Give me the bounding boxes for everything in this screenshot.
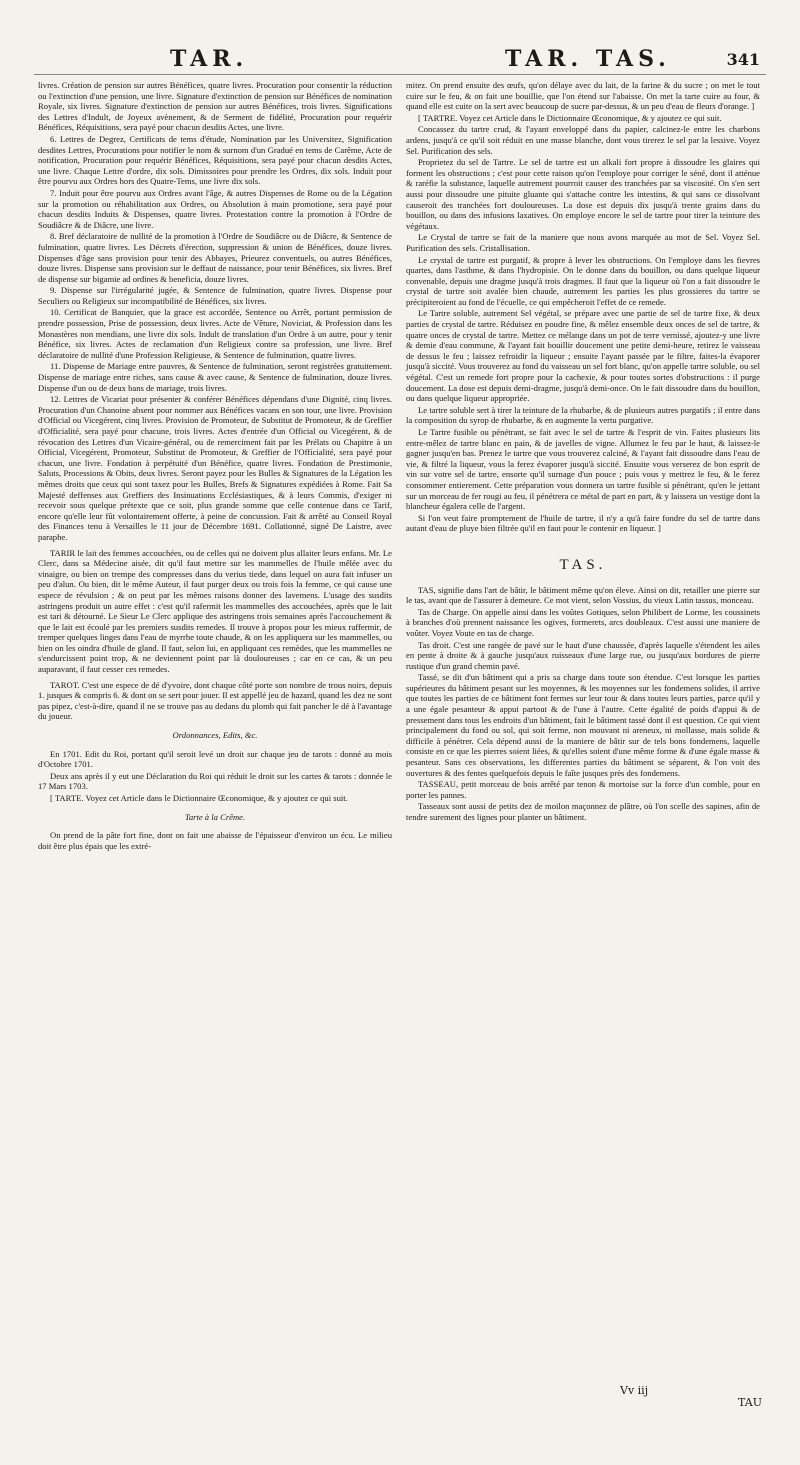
left-column (38, 80, 392, 852)
paragraph: Tassé, se dit d'un bâtiment qui a pris sa charge dans toute son étendue. C'est lorsque les parties supérieures du bâtiment pesant sur les moyennes, & les moyennes sur les fondemens solides, il arrive que toutes les parties de ce bâtiment font fermes sur leur tour & dans toutes leurs parties, parce qu'il y a une égale pesanteur & appui partout & de l'une à l'autre. Cette égalité de poids d'appui & de pressement dans tous les endroits d'un bâtiment, fait le bâtiment tassé dont il est question. Ce qui vient principalement du fond ou sol, qui soit ferme, non mouvant ni areneux, ni mollasse, mais solide & difficile à pénétrer. Cela dépend aussi de la maniere de bâtir sur de tels bons fondemens, laquelle consiste en ce que les pierres soient liées, & qu'elles soient d'une même forme & d'une égale masse & pesanteur. Sans ces observations, les differentes parties du bâtiment se séparent, & l'on voit des ouvertures & des fentes quelquefois depuis le faîte jusques près des fondemens. (406, 672, 760, 778)
tas-heading: TAS. (559, 556, 607, 573)
paragraph: Le Crystal de tartre se fait de la maniere que nous avons marquée au mot de Sel. Voyez Sel. Purification des sels. Cristallisation. (406, 232, 760, 253)
paragraph: 8. Bref déclaratoire de nullité de la promotion à l'Ordre de Soudiâcre ou de Diâcre, & Sentence de fulmination, quatre livres. Les Décrets d'érection, suppression & union de Bénéfices, douze livres. Dispenses d'âge sans provision pour tenir des Abbayes, Prieurez conventuels, ou autres Bénéfices, douze livres. Dispense sans provision sur le deffaut de naissance, pour tenir Bénéfices, six livres. Bref de dispense sur bigamie ad ordines & beneficia, douze livres. (38, 231, 392, 284)
paragraph: Deux ans après il y eut une Déclaration du Roi qui réduit le droit sur les cartes & tarots : donnée le 17 Mars 1703. (38, 770, 392, 792)
paragraph: 12. Lettres de Vicariat pour présenter & conférer Bénéfices dépendans d'une Dignité, cinq livres. Procuration d'un Chanoine absent pour nommer aux Bénéfices vacans en son tour, une livre. Provision d'Official ou Vicegérent, cinq livres. Provision de Promoteur, de Substitut de Promoteur, & de Greffier d'Officialité, sera payé pour chacune, trois livres. Actes d'entrée d'un Official ou Vicegérent, & de révocation des Lettres d'un Vicaire-général, ou de remerciment fait par les Prélats ou Chapitre à un Official, Vicegérent, Promoteur, Substitut de Promoteur, & Greffier de l'Officialité, sera payé pour chacun, une livre. Fondation à perpétuité d'un Bénéfice, quatre livres. Fondation de Prestimonie, Saluts, Processions & Obits, deux livres. Seront payez pour les Bulles & Signatures de la Légation les mêmes droits que ceux qui sont taxez pour les Bulles, Brefs & Signatures expédiées à Rome. Fait Sa Majesté deffenses aux Greffiers des Insinuations Ecclésiastiques, & à leurs Commis, d'exiger ni recevoir sous quelque prétexte que ce soit, plus grande somme que celle contenue dans ce Tarif, encore qu'elle leur fût volontairement offerte, à peine de concussion. Fait & arrêté au Conseil Royal des Finances tenu à Versailles le 11 jour de Décembre 1691. Collationné, signé De Laistre, avec paraphe. (38, 394, 392, 542)
paragraph: 9. Dispense sur l'irrégularité jugée, & Sentence de fulmination, quatre livres. Dispense pour Seculiers ou Religieux sur incompatibilité de Bénéfices, six livres. (38, 285, 392, 306)
right-column (406, 80, 760, 824)
paragraph: TASSEAU, petit morceau de bois arrêté par tenon & mortoise sur la force d'un comble, pour en porter les pannes. (406, 779, 760, 800)
paragraph: Tas de Charge. On appelle ainsi dans les voûtes Gotiques, selon Philibert de Lorme, les coussinets à branches d'où prennent naissance les ogives, formerets, arcs doubleaux. C'est aussi une maniere de voûter. Voyez Voute en tas de charge. (406, 606, 760, 638)
page-number: 341 (726, 50, 760, 69)
paragraph: Proprietez du sel de Tartre. Le sel de tartre est un alkali fort propre à dissoudre les glaires qui forment les obstructions ; c'est pour cette raison qu'on l'employe pour corriger le séné, dont il atténue & raréfie la substance, laquelle autrement pourroit causer des tranchées par sa viscosité. On s'en sert aussi pour dissoudre une pituite gluante qui s'attache contre les intestins, & qui sans ce dissolvant causeroit des tranchées fort douloureuses. La dose est depuis dix jusqu'à trente grains dans du bouillon, ou dans des infusions laxatives. On employe encore le sel de tartre pour tirer la teinture des végétaux. (406, 157, 760, 231)
signature-mark: Vv iij (620, 1384, 649, 1397)
paragraph: On prend de la pâte fort fine, dont on fait une abaisse de l'épaisseur d'environ un écu. Le milieu doit être plus épais que les extré- (38, 830, 392, 851)
paragraph: [ TARTE. Voyez cet Article dans le Dictionnaire Œconomique, & y ajoutez ce qui suit. (50, 793, 348, 803)
paragraph: Tas droit. C'est une rangée de pavé sur le haut d'une chaussée, d'après laquelle s'étendent les ailes en pente à droite & à gauche jusqu'aux ruisseaux d'une large rue, ou jusqu'aux bordures de pierre rustique d'un grand chemin pavé. (406, 639, 760, 671)
paragraph: 6. Lettres de Degrez, Certificats de tems d'étude, Nomination par les Universitez, Signification desdites Lettres, Procurations pour notifier le nom & surnom d'un Gradué en tems de Carême, Acte de notification, Procuration pour requérir Bénéfices, Réquisitions, sera payé pour chacun desdits Actes, une livre. Chaque Lettre d'ordre, dix sols. Dimissoires pour prendre les Ordres, dix sols. Induit pour être pourvu aux Ordres hors des Quatre-Tems, une livre dix sols. (38, 133, 392, 187)
paragraph: Le Tartre soluble, autrement Sel végétal, se prépare avec une partie de sel de tartre fixe, & deux parties de crystal de tartre. Réduisez en poudre fine, & mêlez ensemble deux onces de sel de tartre, & quatre onces de crystal de tartre. Mettez ce mélange dans un pot de terre vernissé, ajoutez-y une livre & demie d'eau commune, & l'ayant fait bouillir doucement une petite demi-heure, retirez le vaisseau de dessus le feu ; laissez refroidir la liqueur ; ensuite l'ayant passée par le filtre, faites-la évaporer jusqu'à siccité. Vous trouverez au fond du vaisseau un sel fort blanc, qu'on appelle tartre soluble, ou sel végétal. C'est un remede fort propre pour la cachexie, & pour toutes sortes d'obstructions : il purge doucement. La dose est depuis demi-dragme, jusqu'à demi-once. On le fait dissoudre dans du bouillon, ou dans quelque liqueur appropriée. (406, 308, 760, 404)
running-head-right: TAR. TAS. (505, 46, 671, 72)
paragraph: [ TARTRE. Voyez cet Article dans le Dictionnaire Œconomique, & y ajoutez ce qui suit. (418, 112, 722, 123)
paragraph: 11. Dispense de Mariage entre pauvres, & Sentence de fulmination, seront registrées gratuitement. Dispense de mariage entre riches, sans cause & avec cause, & Sentence de fulmination, douze livres. Dispense d'un ou de deux bans de mariage, trois livres. (38, 361, 392, 393)
paragraph: Le tartre soluble sert à tirer la teinture de la rhubarbe, & de plusieurs autres purgatifs ; il entre dans la composition du syrop de rhubarbe, & en augmente la vertu purgative. (406, 404, 760, 426)
paragraph: En 1701. Edit du Roi, portant qu'il seroit levé un droit sur chaque jeu de tarots : donné au mois d'Octobre 1701. (38, 748, 392, 770)
paragraph: 7. Induit pour être pourvu aux Ordres avant l'âge, & autres Dispenses de Rome ou de la Légation sur la promotion ou réhabilitation aux Ordres, ou Absolution à main promotione, sera payé pour chacun desdits Induits & Dispenses, quatre livres. Protestation contre la promotion à l'Ordre de Soudiâcre & de Diâcre, une livre. (38, 187, 392, 230)
paragraph: livres. Création de pension sur autres Bénéfices, quatre livres. Procuration pour consentir la réduction ou l'extinction d'une pension, une livre. Signature d'extinction de pension sur Bénéfices de nomination Royale, six livres. Signature d'extinction de pension sur autres Bénéfices, trois livres. Significations des Lettres d'Indult, de Joyeux avènement, & de Serment de fidélité, Procuration pour requérir Bénéfices, Réquisitions, sera payé pour chacun desdits Actes, une livre. (38, 80, 392, 133)
paragraph: TAS, signifie dans l'art de bâtir, le bâtiment même qu'on éleve. Ainsi on dit, retailler une pierre sur le tas, avant que de l'assurer à demeure. Ce mot vient, selon Vossius, du vieux Latin tassus, monceau. (406, 584, 760, 606)
paragraph: mitez. On prend ensuite des œufs, qu'on délaye avec du lait, de la farine & du sucre ; on met le tout cuire sur le feu, & on fait une bouillie, que l'on étend sur l'abaisse. On met la tarte cuire au four, & quand elle est cuite on la sert avec beaucoup de sucre par-dessus, & un peu d'eau de fleurs d'orange. ] (406, 80, 760, 112)
paragraph: Concassez du tartre crud, & l'ayant enveloppé dans du papier, calcinez-le entre les charbons ardens, jusqu'à ce qu'il soit réduit en une masse blanche, dont vous tirerez le sel par la lessive. Voyez Sel. Purification des sels. (406, 124, 760, 156)
ordonnances-heading: Ordonnances, Edits, &c. (172, 730, 258, 741)
running-head-left: TAR. (170, 46, 249, 72)
paragraph: 10. Certificat de Banquier, que la grace est accordée, Sentence ou Arrêt, portant permission de prendre possession, Prise de possession, deux livres. Acte de Vêture, Noviciat, & Profession dans les Monastères non mendians, une livre dix sols. Indult de translation d'un Ordre à un autre, pour y tenir Bénéfice, six livres. Actes de reclamation d'un Religieux contre sa profession, une livre. Bref déclaratoire de nullité d'une Profession Religieuse, & Sentence de fulmination, quatre livres. (38, 307, 392, 360)
paragraph: Le Tartre fusible ou pénétrant, se fait avec le sel de tartre & l'esprit de vin. Faites plusieurs lits entre-mêlez de tartre blanc en pain, & de javelles de vigne. Allumez le feu par le haut, & laissez-le gagner jusqu'en bas. Prenez le tartre que vous trouverez calciné, & l'ayant fait dissoudre dans l'eau de vie, & filtré la liqueur, vous la ferez évaporer jusqu'à siccité. Ensuite vous verserez de bon esprit de vin sur votre sel de tartre, ensorte qu'il surnage d'un pouce ; puis vous y mettrez le feu, & le ferez consommer entierement. Cette préparation vous donnera un tartre fusible si pénétrant, qu'en le jettant sur un morceau de fer rougi au feu, il pénétrera ce métal de part en part, & y laissera un vestige dont la blancheur égalera celle de l'argent. (406, 427, 760, 512)
header-rule (34, 74, 766, 75)
tarte-heading: Tarte à la Crême. (184, 811, 246, 822)
catchword: TAU (738, 1396, 762, 1409)
paragraph: Le crystal de tartre est purgatif, & propre à lever les obstructions. On l'employe dans les fievres quartes, dans l'asthme, & dans l'hydropisie. On le donne dans du bouillon, ou dans quelque liqueur convenable, depuis une dragme jusqu'à trois dragmes. Il faut que la liqueur où l'on a fait dissoudre le crystal de tartre soit avalée bien chaude, autrement les parties les plus grossieres du tartre se précipiteroient au fond de l'écuelle, ce qui empêcheroit l'effet de ce remede. (406, 254, 760, 307)
paragraph: Si l'on veut faire promptement de l'huile de tartre, il n'y a qu'à faire fondre du sel de tartre dans autant d'eau de pluye bien filtrée qu'il en faut pour le contenir en liqueur. ] (406, 512, 760, 534)
paragraph: Tasseaux sont aussi de petits dez de moilon maçonnez de plâtre, où l'on scelle des sapines, afin de tendre surement des lignes pour planter un bâtiment. (406, 801, 760, 822)
paragraph: TAROT. C'est une espece de dé d'yvoire, dont chaque côté porte son nombre de trous noirs, depuis 1. jusques & compris 6. & dont on se sert pour jouer. Il est appellé jeu de hazard, quand les dez ne sont pas pipez, c'est-à-dire, quand il ne se trouve pas au dedans du plomb qui fait pancher le dé à l'avantage du joueur. (38, 679, 392, 722)
paragraph: TARIR le lait des femmes accouchées, ou de celles qui ne doivent plus allaiter leurs enfans. Mr. Le Clerc, dans sa Médecine aisée, dit qu'il faut mettre sur les mammelles de l'huile mêlée avec du vinaigre, ou bien on trempe des compresses dans du verius tiede, dans lequel on aura fait infuser un peu d'alun. Ou bien, dit le même Auteur, il faut purger deux ou trois fois la femme, ce qui cause une espece de révulsion ; & on peut par les mêmes raisons donner des lavemens. L'usage des susdits astringens produit un autre effet : c'est qu'il rafermit les mammelles des accouchées, après que le lait est tari & détourné. Le Sieur Le Clerc applique des astringens trois semaines après l'accouchement & que le lait est écoulé par les premiers susdits remedes. Il trouve à propos pour les mieux raffermir, de tremper quelques linges dans l'eau de myrrhe toute chaude, & on les appliquera sur les mammelles, ou bien on les oindra d'huile de gland. Il faut, selon lui, en appliquant ces remèdes, que les mammelles ne s'endurcissent point trop, & ne deviennent point par là douloureuses ; car en ce cas, & un peu auparavant, il faut cesser ces remedes. (38, 547, 392, 675)
